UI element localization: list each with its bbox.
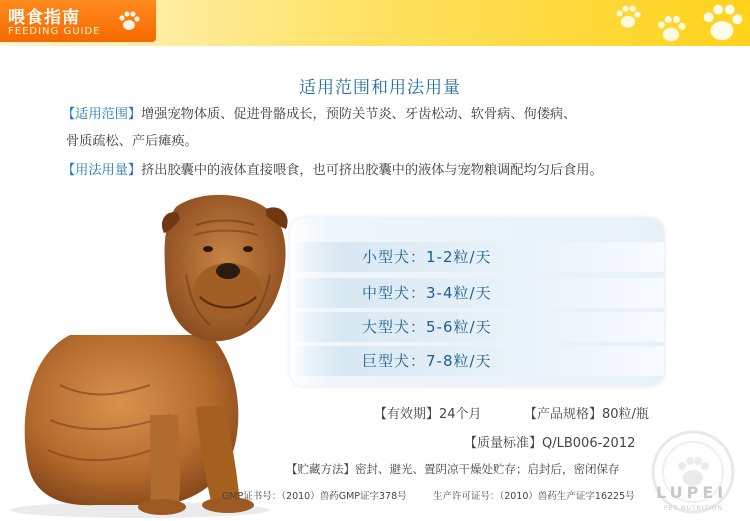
dosage-row xyxy=(290,312,664,342)
dosage-medium: 中型犬：3-4粒/天 xyxy=(362,284,492,302)
scope-line1: 增强宠物体质、促进骨骼成长，预防关节炎、牙齿松动、软骨病、佝偻病、 xyxy=(141,107,577,122)
scope-line2-text: 骨质疏松、产后瘫痪。 xyxy=(66,134,198,149)
scope-paragraph xyxy=(62,103,576,127)
section-title: 适用范围和用法用量 xyxy=(299,78,461,98)
dosage-small: 小型犬：1-2粒/天 xyxy=(362,248,492,266)
paw-icon xyxy=(118,10,140,32)
gmp-number: GMP证书号：（2010）兽药GMP证字378号 xyxy=(222,491,407,502)
header-title-en: FEEDING GUIDE xyxy=(8,26,101,37)
scope-tag: 【适用范围】 xyxy=(62,107,142,122)
dosage-giant: 巨型犬：7-8粒/天 xyxy=(362,352,492,370)
dosage-row xyxy=(290,278,664,308)
dosage-large: 大型犬：5-6粒/天 xyxy=(362,318,492,336)
usage-tag: 【用法用量】 xyxy=(62,163,142,178)
dosage-row xyxy=(290,346,664,376)
brand-name: LUPEI xyxy=(656,483,728,502)
product-spec: 【产品规格】80粒/瓶 xyxy=(524,407,649,422)
storage-method: 【贮藏方法】密封、避光、置阴凉干燥处贮存；启封后，密闭保存 xyxy=(286,462,620,476)
paw-icon xyxy=(614,4,642,30)
dosage-row xyxy=(290,242,664,272)
quality-standard: 【质量标准】Q/LB006-2012 xyxy=(464,436,636,451)
usage-text: 挤出胶囊中的液体直接喂食，也可挤出胶囊中的液体与宠物粮调配均匀后食用。 xyxy=(141,163,603,178)
dosage-panel xyxy=(290,218,664,386)
brand-subtitle: PET NUTRITION xyxy=(664,505,724,512)
paw-icon xyxy=(655,14,687,44)
paw-icon xyxy=(700,2,744,44)
shelf-life: 【有效期】24个月 xyxy=(374,407,482,422)
usage-paragraph xyxy=(62,159,603,183)
header-title-cn: 喂食指南 xyxy=(8,8,80,28)
license-number: 生产许可证号：（2010）兽药生产证字16225号 xyxy=(433,491,635,502)
dog-image xyxy=(0,185,320,521)
